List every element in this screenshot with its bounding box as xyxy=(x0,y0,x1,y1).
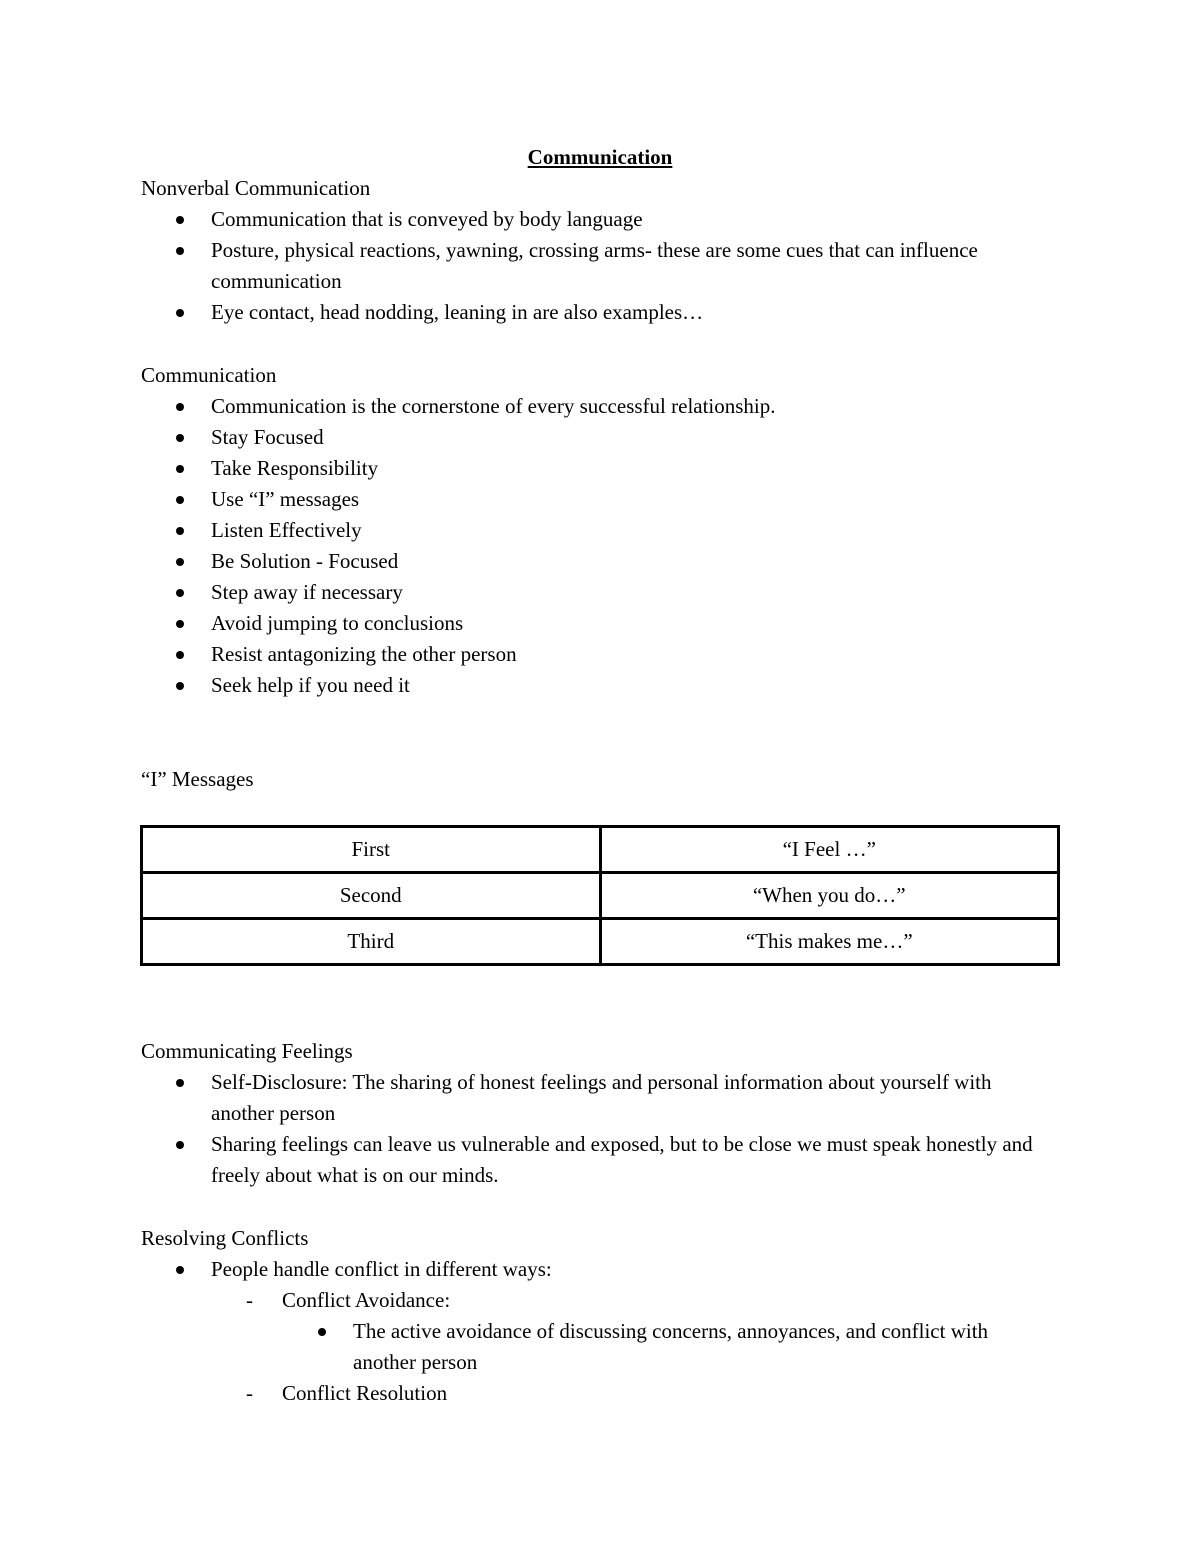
nonverbal-heading: Nonverbal Communication xyxy=(141,176,371,200)
bullet-icon xyxy=(176,309,184,317)
i-messages-table xyxy=(140,825,1060,966)
feelings-list xyxy=(0,1067,1041,1191)
bullet-icon xyxy=(176,465,184,473)
bullet-icon xyxy=(176,558,184,566)
list-item xyxy=(0,639,1041,670)
bullet-icon xyxy=(176,1141,184,1149)
list-item-text: Sharing feelings can leave us vulnerable and exposed, but to be close we must speak honestly and freely about what is on our minds. xyxy=(211,1132,1033,1187)
list-item xyxy=(0,204,1041,235)
bullet-icon xyxy=(176,620,184,628)
list-item xyxy=(0,453,1041,484)
bullet-icon xyxy=(176,682,184,690)
table-cell-step: Second xyxy=(142,873,601,919)
table-row xyxy=(142,827,1059,873)
table-cell-phrase: “When you do…” xyxy=(600,873,1059,919)
table-cell-phrase: “This makes me…” xyxy=(600,919,1059,965)
list-item-text: Communication that is conveyed by body language xyxy=(211,207,643,231)
table-cell-step: First xyxy=(142,827,601,873)
list-item-text: Posture, physical reactions, yawning, crossing arms- these are some cues that can influence communication xyxy=(211,238,978,293)
conflicts-list xyxy=(0,1254,1112,1409)
table-row xyxy=(142,919,1059,965)
list-item-text: Resist antagonizing the other person xyxy=(211,642,517,666)
list-item xyxy=(0,515,1041,546)
bullet-icon xyxy=(318,1328,326,1336)
list-item-text: Listen Effectively xyxy=(211,518,362,542)
list-item-text: Step away if necessary xyxy=(211,580,403,604)
communication-list xyxy=(0,391,1041,701)
list-item-text: Conflict Resolution xyxy=(282,1381,448,1405)
list-item xyxy=(0,391,1041,422)
list-item xyxy=(0,297,1041,328)
sub-list-item xyxy=(0,1378,1112,1409)
list-item xyxy=(0,1254,1041,1285)
bullet-icon xyxy=(176,403,184,411)
nonverbal-list xyxy=(0,204,1041,328)
bullet-icon xyxy=(176,216,184,224)
list-item-text: Take Responsibility xyxy=(211,456,379,480)
communication-heading: Communication xyxy=(141,363,277,387)
conflicts-heading: Resolving Conflicts xyxy=(141,1226,309,1250)
list-item-text: Eye contact, head nodding, leaning in are also examples… xyxy=(211,300,704,324)
bullet-icon xyxy=(176,1079,184,1087)
list-item xyxy=(0,608,1041,639)
bullet-icon xyxy=(176,589,184,597)
bullet-icon xyxy=(176,496,184,504)
list-item-text: Communication is the cornerstone of every successful relationship. xyxy=(211,394,776,418)
page-title: Communication xyxy=(527,145,673,169)
feelings-heading: Communicating Feelings xyxy=(141,1039,353,1063)
bullet-icon xyxy=(176,651,184,659)
list-item xyxy=(0,484,1041,515)
bullet-icon xyxy=(176,527,184,535)
bullet-icon xyxy=(176,1266,184,1274)
list-item xyxy=(0,422,1041,453)
list-item xyxy=(0,546,1041,577)
dash-marker: - xyxy=(246,1381,253,1405)
list-item-text: Stay Focused xyxy=(211,425,324,449)
list-item-text: Use “I” messages xyxy=(211,487,360,511)
list-item-text: Conflict Avoidance: xyxy=(282,1288,451,1312)
nested-list-item xyxy=(0,1316,1033,1378)
list-item xyxy=(0,670,1041,701)
list-item-text: Be Solution - Focused xyxy=(211,549,399,573)
list-item xyxy=(0,1067,1041,1129)
list-item xyxy=(0,577,1041,608)
list-item xyxy=(0,1129,1041,1191)
table-row xyxy=(142,873,1059,919)
sub-list-item xyxy=(0,1285,1112,1316)
list-item-text: Avoid jumping to conclusions xyxy=(211,611,464,635)
list-item-text: Seek help if you need it xyxy=(211,673,410,697)
table-cell-step: Third xyxy=(142,919,601,965)
dash-marker: - xyxy=(246,1288,253,1312)
bullet-icon xyxy=(176,434,184,442)
table-cell-phrase: “I Feel …” xyxy=(600,827,1059,873)
list-item-text: The active avoidance of discussing concerns, annoyances, and conflict with another person xyxy=(353,1319,989,1374)
list-item-text: Self-Disclosure: The sharing of honest feelings and personal information about yourself with another person xyxy=(211,1070,992,1125)
list-item-text: People handle conflict in different ways: xyxy=(211,1257,552,1281)
bullet-icon xyxy=(176,247,184,255)
i-messages-heading: “I” Messages xyxy=(141,767,254,791)
list-item xyxy=(0,235,1041,297)
